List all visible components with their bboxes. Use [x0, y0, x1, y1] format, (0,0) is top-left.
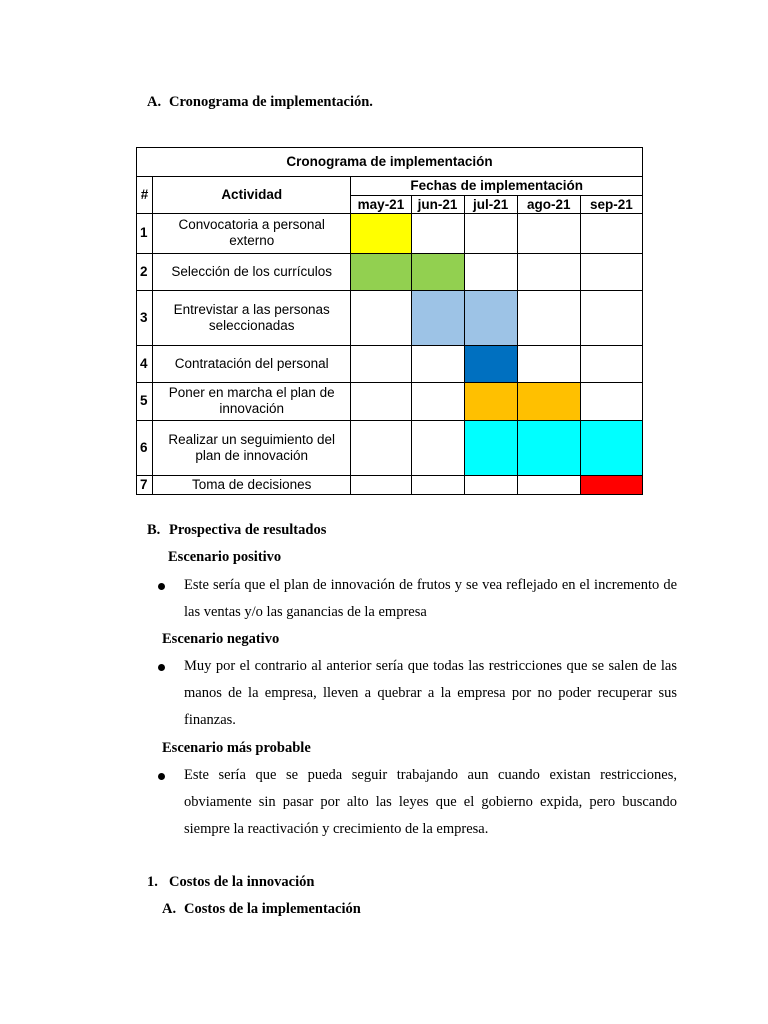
schedule-bar-cell — [351, 214, 411, 253]
schedule-bar-cell — [580, 475, 642, 494]
schedule-bar-cell — [464, 290, 517, 345]
column-header-dates: Fechas de implementación — [351, 177, 643, 196]
schedule-empty-cell — [580, 346, 642, 383]
schedule-empty-cell — [580, 214, 642, 253]
activity-name: Toma de decisiones — [153, 475, 351, 494]
table-row — [137, 253, 643, 290]
activity-name: Convocatoria a personal externo — [153, 214, 351, 253]
schedule-empty-cell — [580, 290, 642, 345]
schedule-empty-cell — [580, 253, 642, 290]
schedule-bar-cell — [517, 383, 580, 420]
schedule-empty-cell — [411, 383, 464, 420]
table-row — [137, 214, 643, 253]
table-row — [137, 383, 643, 420]
schedule-empty-cell — [580, 383, 642, 420]
schedule-empty-cell — [517, 290, 580, 345]
positive-scenario-title: Escenario positivo — [168, 549, 282, 565]
schedule-bar-cell — [580, 420, 642, 475]
section-1a-title: Costos de la implementación — [184, 901, 361, 917]
month-header-sep-21: sep-21 — [580, 196, 642, 214]
month-header-jul-21: jul-21 — [464, 196, 517, 214]
negative-scenario-title: Escenario negativo — [162, 631, 280, 647]
row-number: 7 — [137, 475, 153, 494]
schedule-empty-cell — [517, 346, 580, 383]
bullet-icon — [158, 773, 165, 780]
table-row — [137, 346, 643, 383]
probable-scenario-title: Escenario más probable — [162, 740, 311, 756]
schedule-empty-cell — [411, 420, 464, 475]
table-row — [137, 420, 643, 475]
schedule-empty-cell — [464, 214, 517, 253]
positive-scenario-text: Este sería que el plan de innovación de frutos y se vea reflejado en el incremento de las ventas y/o las ganancias de la empresa — [184, 577, 677, 620]
table-title: Cronograma de implementación — [137, 148, 643, 177]
schedule-empty-cell — [464, 253, 517, 290]
bullet-icon — [158, 583, 165, 590]
section-b-title: Prospectiva de resultados — [169, 522, 327, 538]
schedule-empty-cell — [517, 253, 580, 290]
bullet-icon — [158, 664, 165, 671]
schedule-bar-cell — [464, 383, 517, 420]
schedule-empty-cell — [411, 346, 464, 383]
row-number: 5 — [137, 383, 153, 420]
row-number: 1 — [137, 214, 153, 253]
schedule-empty-cell — [464, 475, 517, 494]
heading-cronograma — [147, 94, 373, 111]
schedule-bar-cell — [464, 346, 517, 383]
schedule-empty-cell — [411, 214, 464, 253]
probable-scenario-text: Este sería que se pueda seguir trabajando aun cuando existan restricciones, obviamente sin pasar por alto las leyes que el gobierno expida, pero buscando siempre la reactivación y crecimiento de la empresa. — [184, 767, 677, 837]
month-header-jun-21: jun-21 — [411, 196, 464, 214]
schedule-table — [136, 147, 643, 495]
column-header-number: # — [137, 177, 153, 214]
row-number: 4 — [137, 346, 153, 383]
activity-name: Poner en marcha el plan de innovación — [153, 383, 351, 420]
section-1-title: Costos de la innovación — [169, 874, 315, 890]
schedule-body — [137, 214, 643, 495]
month-header-may-21: may-21 — [351, 196, 411, 214]
schedule-empty-cell — [351, 475, 411, 494]
schedule-empty-cell — [351, 420, 411, 475]
schedule-bar-cell — [411, 253, 464, 290]
activity-name: Entrevistar a las personas seleccionadas — [153, 290, 351, 345]
schedule-bar-cell — [464, 420, 517, 475]
heading-number: A. — [147, 94, 162, 110]
row-number: 2 — [137, 253, 153, 290]
schedule-empty-cell — [351, 290, 411, 345]
schedule-empty-cell — [351, 383, 411, 420]
schedule-empty-cell — [411, 475, 464, 494]
negative-scenario-text: Muy por el contrario al anterior sería que todas las restricciones que se salen de las manos de la empresa, lleven a quebrar a la empresa por no poder recuperar sus finanzas. — [184, 658, 677, 728]
schedule-empty-cell — [517, 475, 580, 494]
table-row — [137, 290, 643, 345]
activity-name: Selección de los currículos — [153, 253, 351, 290]
activity-name: Realizar un seguimiento del plan de innovación — [153, 420, 351, 475]
schedule-empty-cell — [517, 214, 580, 253]
row-number: 3 — [137, 290, 153, 345]
section-1a-number: A. — [162, 901, 177, 917]
table-row — [137, 475, 643, 494]
schedule-bar-cell — [517, 420, 580, 475]
section-b-heading — [147, 522, 326, 539]
section-1a-heading — [162, 901, 361, 918]
section-b-number: B. — [147, 522, 161, 538]
schedule-bar-cell — [411, 290, 464, 345]
schedule-bar-cell — [351, 253, 411, 290]
section-1-heading — [147, 874, 314, 891]
schedule-empty-cell — [351, 346, 411, 383]
activity-name: Contratación del personal — [153, 346, 351, 383]
column-header-activity: Actividad — [153, 177, 351, 214]
heading-text: Cronograma de implementación. — [169, 94, 373, 110]
section-1-number: 1. — [147, 874, 158, 890]
row-number: 6 — [137, 420, 153, 475]
month-header-ago-21: ago-21 — [517, 196, 580, 214]
